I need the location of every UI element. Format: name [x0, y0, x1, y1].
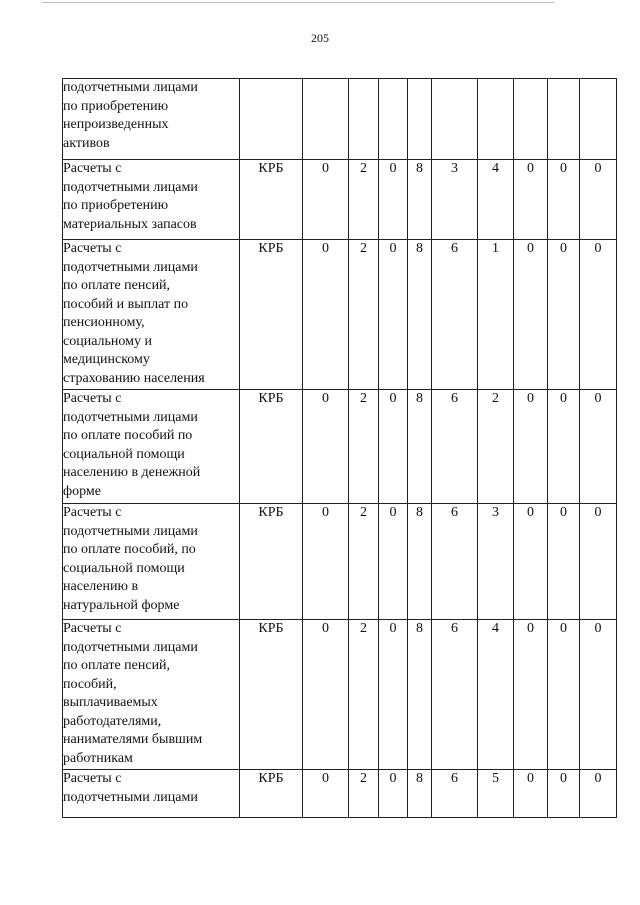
account-digit-cell: 0: [548, 620, 580, 770]
account-name-line: Расчеты с: [63, 391, 122, 406]
account-name-line: нанимателями бывшим: [63, 732, 203, 747]
account-name-cell: [63, 79, 240, 160]
account-digit-cell: 0: [303, 390, 349, 504]
page-number: 205: [311, 31, 329, 45]
account-digit-cell: [548, 79, 580, 160]
account-digit-cell: 0: [303, 504, 349, 620]
account-digit-cell: 5: [478, 770, 514, 818]
budget-code-cell: КРБ: [240, 390, 303, 504]
account-digit-cell: 6: [432, 504, 478, 620]
account-name-line: подотчетными лицами: [63, 789, 198, 805]
account-digit-cell: 2: [349, 620, 379, 770]
account-digit-cell: 0: [379, 160, 408, 240]
account-name-line: подотчетными лицами: [63, 80, 198, 95]
account-digit-cell: [478, 79, 514, 160]
account-digit-cell: 4: [478, 620, 514, 770]
account-name-cell: [63, 770, 240, 818]
account-name-line: форме: [63, 483, 101, 499]
account-digit-cell: 4: [478, 160, 514, 240]
account-name-line: социальной помощи: [63, 560, 185, 576]
account-name-line: непроизведенных: [63, 117, 169, 132]
account-name-line: активов: [63, 135, 110, 151]
account-digit-cell: 0: [303, 240, 349, 390]
budget-code-cell: КРБ: [240, 620, 303, 770]
account-name-line: подотчетными лицами: [63, 179, 198, 195]
account-digit-cell: 0: [548, 390, 580, 504]
account-digit-cell: 2: [349, 390, 379, 504]
account-digit-cell: 2: [349, 160, 379, 240]
budget-code-cell: КРБ: [240, 160, 303, 240]
table-row: [63, 504, 617, 620]
account-name-cell: [63, 390, 240, 504]
account-digit-cell: 0: [514, 620, 548, 770]
account-name-line: медицинскому: [63, 352, 150, 367]
account-digit-cell: 0: [548, 770, 580, 818]
table-row: [63, 620, 617, 770]
account-name-line: выплачиваемых: [63, 695, 158, 710]
account-name-line: по оплате пособий по: [63, 428, 193, 443]
budget-code-cell: КРБ: [240, 770, 303, 818]
account-name-line: Расчеты с: [63, 241, 122, 256]
account-digit-cell: 6: [432, 390, 478, 504]
account-digit-cell: 0: [580, 504, 617, 620]
account-digit-cell: 0: [514, 240, 548, 390]
account-digit-cell: 0: [379, 390, 408, 504]
account-name-line: пособий и выплат по: [63, 296, 189, 312]
account-name-line: по приобретению: [63, 198, 169, 213]
account-digit-cell: 8: [408, 620, 432, 770]
account-name-line: Расчеты с: [63, 771, 122, 786]
account-name-line: по оплате пенсий,: [63, 278, 171, 293]
account-name-cell: [63, 240, 240, 390]
account-name-line: по оплате пенсий,: [63, 658, 171, 673]
table-row: [63, 770, 617, 818]
account-digit-cell: 8: [408, 240, 432, 390]
account-digit-cell: 0: [379, 770, 408, 818]
account-digit-cell: 0: [514, 160, 548, 240]
account-digit-cell: 0: [580, 390, 617, 504]
account-name-line: пособий,: [63, 676, 117, 692]
account-digit-cell: 8: [408, 160, 432, 240]
account-digit-cell: 0: [303, 620, 349, 770]
account-digit-cell: 0: [548, 240, 580, 390]
account-digit-cell: 0: [303, 160, 349, 240]
account-digit-cell: 0: [580, 160, 617, 240]
account-digit-cell: 0: [514, 770, 548, 818]
account-name-line: натуральной форме: [63, 597, 180, 613]
account-digit-cell: [514, 79, 548, 160]
account-name-line: Расчеты с: [63, 161, 122, 176]
account-name-line: подотчетными лицами: [63, 259, 198, 275]
account-digit-cell: 0: [514, 390, 548, 504]
account-digit-cell: 0: [580, 240, 617, 390]
table-row: [63, 390, 617, 504]
account-digit-cell: 3: [478, 504, 514, 620]
account-name-line: подотчетными лицами: [63, 523, 198, 539]
account-digit-cell: 6: [432, 770, 478, 818]
account-name-cell: [63, 504, 240, 620]
account-name-line: Расчеты с: [63, 621, 122, 636]
account-name-line: по приобретению: [63, 98, 169, 114]
account-digit-cell: 0: [303, 770, 349, 818]
account-name-line: материальных запасов: [63, 216, 197, 232]
account-name-line: подотчетными лицами: [63, 409, 198, 425]
account-name-line: работодателями,: [63, 713, 162, 729]
account-digit-cell: 3: [432, 160, 478, 240]
account-digit-cell: 1: [478, 240, 514, 390]
table-row: [63, 240, 617, 390]
account-name-line: Расчеты с: [63, 505, 122, 520]
budget-code-cell: КРБ: [240, 504, 303, 620]
account-digit-cell: [580, 79, 617, 160]
account-digit-cell: 0: [514, 504, 548, 620]
budget-code-cell: КРБ: [240, 240, 303, 390]
accounts-table: [62, 78, 617, 818]
account-digit-cell: 6: [432, 620, 478, 770]
account-digit-cell: [379, 79, 408, 160]
account-digit-cell: 8: [408, 770, 432, 818]
account-digit-cell: 2: [349, 504, 379, 620]
account-name-cell: [63, 620, 240, 770]
budget-code-cell: [240, 79, 303, 160]
account-digit-cell: 0: [548, 160, 580, 240]
table-row: [63, 79, 617, 160]
account-name-line: подотчетными лицами: [63, 639, 198, 655]
table-row: [63, 160, 617, 240]
account-digit-cell: 0: [548, 504, 580, 620]
account-digit-cell: 6: [432, 240, 478, 390]
account-digit-cell: 8: [408, 390, 432, 504]
account-digit-cell: 0: [580, 620, 617, 770]
account-digit-cell: 8: [408, 504, 432, 620]
account-name-line: работникам: [63, 750, 133, 766]
account-digit-cell: [408, 79, 432, 160]
account-name-line: населению в денежной: [63, 465, 201, 480]
account-digit-cell: 0: [379, 504, 408, 620]
account-digit-cell: [349, 79, 379, 160]
account-digit-cell: 2: [349, 770, 379, 818]
top-rule: [42, 2, 554, 3]
account-name-line: по оплате пособий, по: [63, 542, 196, 557]
account-digit-cell: 2: [478, 390, 514, 504]
account-digit-cell: 0: [580, 770, 617, 818]
account-digit-cell: 2: [349, 240, 379, 390]
account-name-line: населению в: [63, 579, 139, 594]
account-name-line: страхованию населения: [63, 370, 205, 386]
account-digit-cell: 0: [379, 620, 408, 770]
account-name-cell: [63, 160, 240, 240]
account-name-line: пенсионному,: [63, 315, 145, 330]
account-digit-cell: [303, 79, 349, 160]
account-digit-cell: [432, 79, 478, 160]
account-name-line: социальному и: [63, 333, 152, 349]
account-digit-cell: 0: [379, 240, 408, 390]
account-name-line: социальной помощи: [63, 446, 185, 462]
